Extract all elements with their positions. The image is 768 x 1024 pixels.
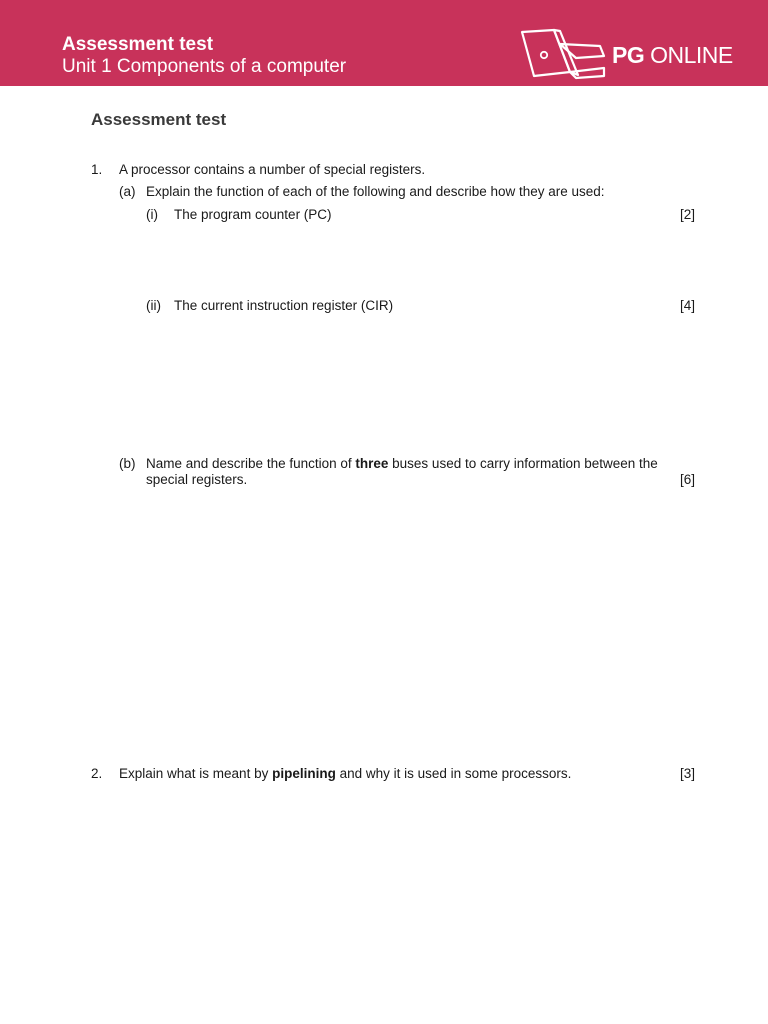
q1b-marks: [6] <box>679 472 695 487</box>
brand-name <box>612 42 733 69</box>
header-title: Assessment test <box>62 34 214 55</box>
q1b-text <box>146 456 658 472</box>
header-subtitle: Unit 1 Components of a computer <box>62 56 347 77</box>
q1b-text-post: buses used to carry information between the <box>388 456 658 471</box>
q2-number: 2. <box>91 766 103 781</box>
page-header <box>0 0 768 86</box>
brand-name-bold: PG <box>612 42 645 68</box>
pg-online-logo <box>520 28 740 82</box>
q1b-text-line2: special registers. <box>146 472 248 487</box>
laptop-logo-icon <box>520 28 606 82</box>
q1aii-text: The current instruction register (CIR) <box>174 298 394 313</box>
brand-name-light: ONLINE <box>644 42 733 68</box>
q2-text-bold: pipelining <box>272 766 336 781</box>
q2-text-post: and why it is used in some processors. <box>335 766 572 781</box>
q1b-text-pre: Name and describe the function of <box>146 456 356 471</box>
q1ai-text: The program counter (PC) <box>174 207 332 222</box>
q1b-label: (b) <box>119 456 136 471</box>
q2-text <box>119 766 571 782</box>
q1a-text: Explain the function of each of the following and describe how they are used: <box>146 184 605 199</box>
q1ai-marks: [2] <box>679 207 695 222</box>
section-heading: Assessment test <box>91 110 227 129</box>
q1a-label: (a) <box>119 184 136 199</box>
q1-text: A processor contains a number of special registers. <box>119 162 426 177</box>
q1aii-label: (ii) <box>146 298 161 313</box>
q2-text-pre: Explain what is meant by <box>119 766 273 781</box>
q2-marks: [3] <box>679 766 695 781</box>
q1-number: 1. <box>91 162 103 177</box>
q1ai-label: (i) <box>146 207 158 222</box>
q1aii-marks: [4] <box>679 298 695 313</box>
q1b-text-bold: three <box>355 456 389 471</box>
